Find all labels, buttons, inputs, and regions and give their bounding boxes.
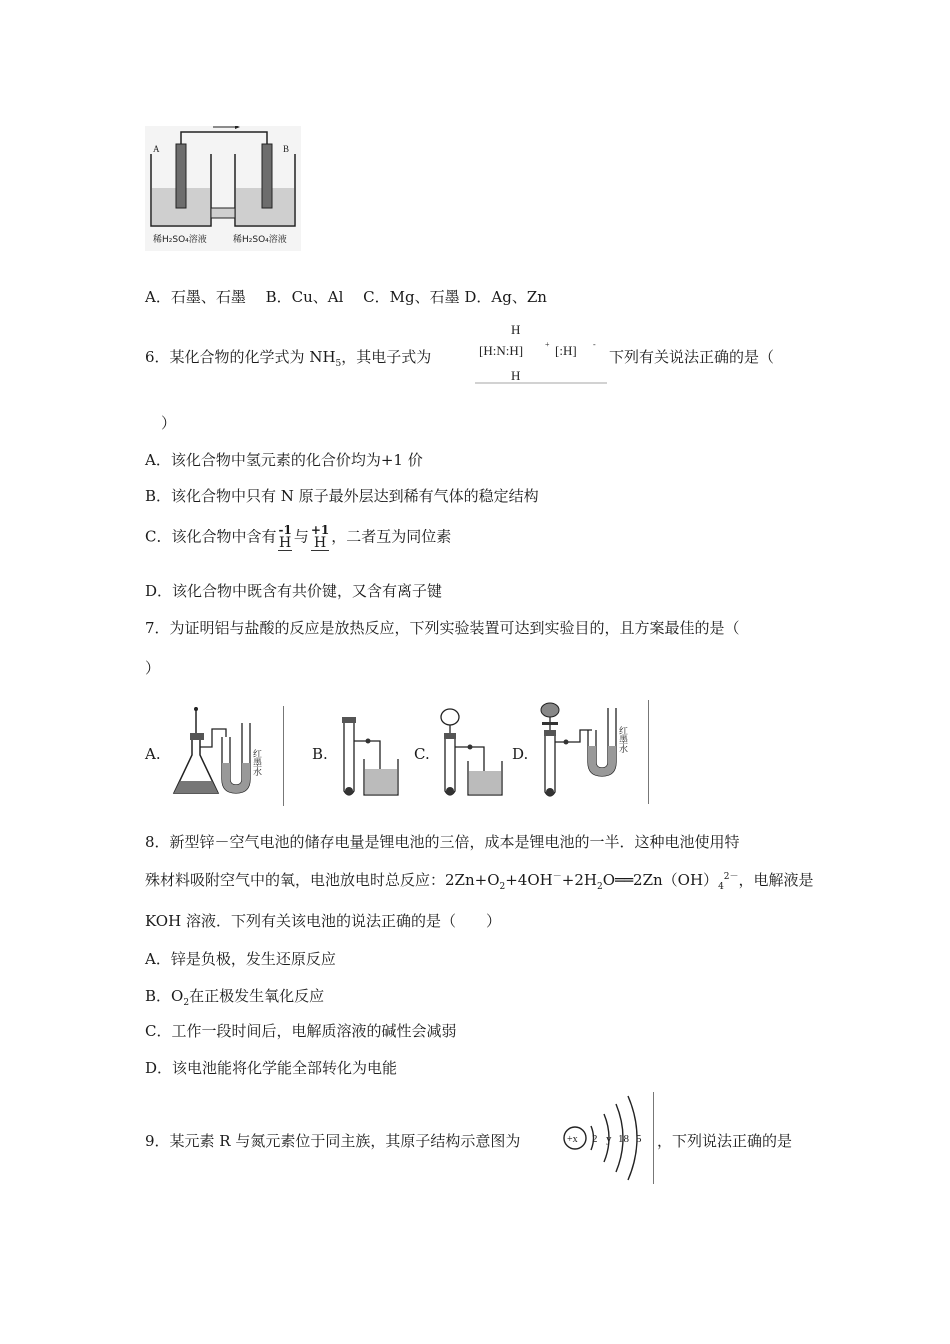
q8-sup-2minus: 2－: [723, 872, 739, 882]
q7-option-c-label: C.: [414, 745, 430, 763]
q7-apparatus-c: [434, 703, 508, 803]
svg-text:2: 2: [592, 1133, 598, 1145]
q6-stem: [145, 346, 431, 369]
svg-text:+: +: [545, 340, 550, 349]
q8-line-2-pre: 殊材料吸附空气中的氧，电池放电时总反应：2Zn+O: [145, 871, 500, 889]
q7-divider-1: [283, 706, 284, 806]
q8-line-2: [145, 869, 814, 892]
q6-electron-formula: [475, 322, 607, 384]
svg-text:红墨水: 红墨水: [251, 749, 261, 776]
q6-stem-pre: 6．某化合物的化学式为 NH: [145, 348, 336, 366]
q8-line-3: KOH 溶液．下列有关该电池的说法正确的是（ ）: [145, 912, 501, 930]
q8-line-2-oh: +4OH: [505, 871, 553, 889]
svg-text:5: 5: [636, 1133, 642, 1145]
q8-option-c: C．工作一段时间后，电解质溶液的碱性会减弱: [145, 1022, 457, 1040]
q6-option-d: D．该化合物中既含有共价键，又含有离子键: [145, 582, 443, 600]
q6-option-c-mid: 与: [293, 527, 309, 546]
svg-text:[:H]: [:H]: [555, 343, 577, 358]
svg-text:18: 18: [618, 1133, 629, 1145]
q6-stem-sub: 5: [335, 359, 342, 369]
q7-option-a-label: A.: [145, 745, 161, 763]
q7-divider-2: [648, 700, 649, 804]
q6-option-b: B．该化合物中只有 N 原子最外层达到稀有气体的稳定结构: [145, 487, 539, 505]
svg-text:-: -: [593, 340, 596, 349]
q8-sub-4: 4: [718, 882, 724, 892]
q7-option-b-label: B.: [312, 745, 328, 763]
svg-text:+x: +x: [567, 1134, 578, 1145]
q8-sup-minus: －: [552, 872, 562, 882]
q6-stem-close: ）: [161, 414, 177, 432]
q6-option-a: A．该化合物中氢元素的化合价均为+1 价: [145, 451, 423, 469]
q7-stem-close: ）: [145, 659, 161, 677]
svg-text:B: B: [283, 144, 290, 154]
q8-line-2-post: ，电解液是: [738, 871, 814, 889]
q8-option-b: [145, 985, 324, 1008]
q6-stem-post: 下列有关说法正确的是（: [609, 348, 775, 366]
svg-text:[H:N:H]: [H:N:H]: [479, 343, 524, 358]
svg-text:红墨水: 红墨水: [617, 726, 627, 753]
q7-stem: 7．为证明铝与盐酸的反应是放热反应，下列实验装置可达到实验目的，且方案最佳的是（: [145, 619, 740, 637]
q8-option-b-sub: 2: [183, 998, 190, 1008]
isotope-h-plus1: +1 H: [310, 523, 330, 551]
q9-atomic-structure-diagram: [560, 1092, 655, 1184]
q9-stem-post: ，下列说法正确的是: [657, 1132, 793, 1150]
q9-stem-pre: 9．某元素 R 与氮元素位于同主族，其原子结构示意图为: [145, 1132, 521, 1150]
q8-option-b-post: 在正极发生氧化反应: [189, 987, 325, 1005]
q8-option-b-pre: B．O: [145, 987, 184, 1005]
svg-text:稀H₂SO₄溶液: 稀H₂SO₄溶液: [153, 235, 207, 245]
svg-text:A: A: [153, 144, 160, 154]
q8-option-d: D．该电池能将化学能全部转化为电能: [145, 1059, 398, 1077]
q5-options: A．石墨、石墨 B．Cu、Al C．Mg、石墨 D．Ag、Zn: [145, 288, 547, 306]
q8-sub-h2: 2: [596, 882, 603, 892]
q8-line-2-product: O══2Zn（OH）: [602, 871, 719, 889]
q8-line-2-h2o: +2H: [561, 871, 597, 889]
q7-apparatus-a: [168, 703, 280, 803]
q6-option-c: [145, 524, 451, 551]
q6-option-c-post: ，二者互为同位素: [331, 527, 452, 546]
q7-apparatus-b: [332, 703, 404, 803]
q8-line-1: 8．新型锌－空气电池的储存电量是锂电池的三倍，成本是锂电池的一半．这种电池使用特: [145, 833, 740, 851]
q5-apparatus-figure: [145, 126, 301, 251]
svg-text:H: H: [511, 322, 521, 337]
svg-text:y: y: [606, 1133, 612, 1145]
q6-stem-mid: ，其电子式为: [341, 348, 432, 366]
svg-text:稀H₂SO₄溶液: 稀H₂SO₄溶液: [233, 235, 287, 245]
q8-sub-o2: 2: [499, 882, 506, 892]
svg-text:H: H: [511, 368, 521, 383]
q9-divider: [653, 1092, 654, 1184]
q8-option-a: A．锌是负极，发生还原反应: [145, 950, 336, 968]
isotope-h-minus1: -1 H: [278, 523, 292, 551]
q7-option-d-label: D.: [512, 745, 529, 763]
q6-option-c-pre: C．该化合物中含有: [145, 527, 277, 546]
q7-apparatus-d: [536, 700, 644, 804]
